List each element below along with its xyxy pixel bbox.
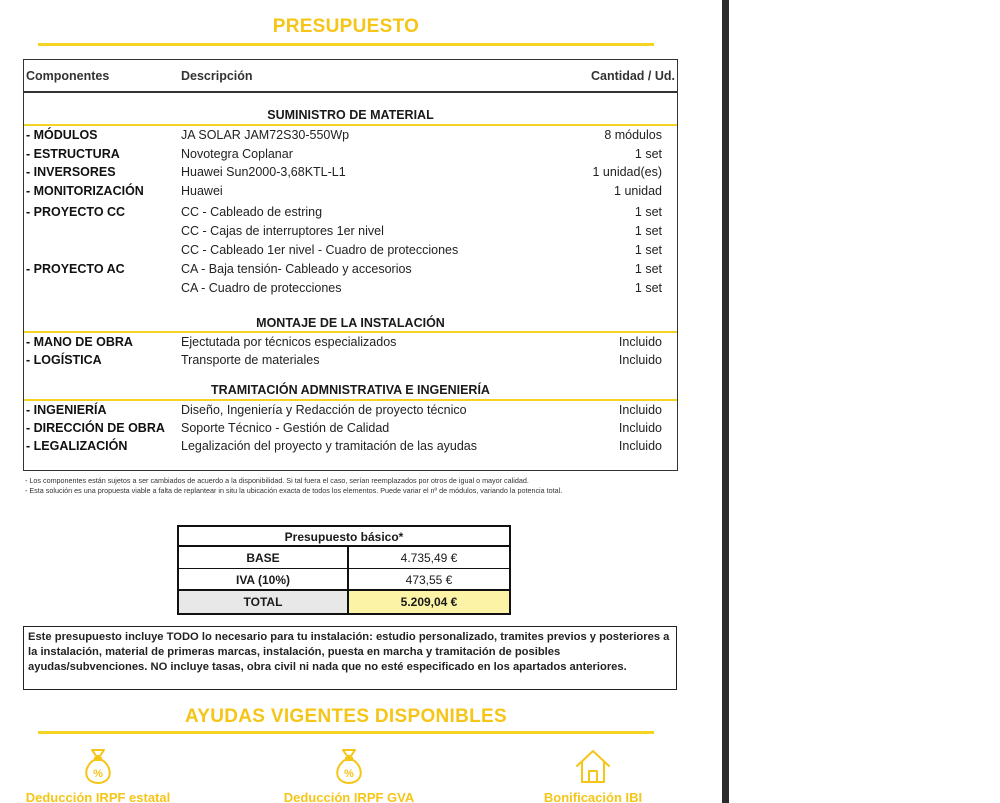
header-components: Componentes <box>26 69 110 83</box>
row-quantity: 1 set <box>634 281 662 295</box>
header-description: Descripción <box>181 69 253 83</box>
row-quantity: 1 unidad(es) <box>592 165 662 179</box>
footnote: - Los componentes están sujetos a ser cambiados de acuerdo a la disponibilidad. Si tal fuera el caso, serían reemplazados por otros de igual o mayor calidad. <box>25 476 529 485</box>
svg-text:%: % <box>93 768 103 780</box>
table-row <box>24 260 677 278</box>
footnote: - Esta solución es una propuesta viable a falta de replantear in situ la ubicación exacta de todos los elementos. Puede variar el nº de módulos, variando la potencia total. <box>25 486 563 495</box>
svg-text:%: % <box>344 768 354 780</box>
row-quantity: 1 set <box>634 205 662 219</box>
row-component: - MANO DE OBRA <box>26 335 133 349</box>
aid-label: Bonificación IBI <box>543 790 643 803</box>
table-row <box>24 163 677 181</box>
row-component: - MÓDULOS <box>26 128 98 142</box>
row-quantity: Incluido <box>618 421 662 435</box>
iva-label: IVA (10%) <box>179 569 349 591</box>
aid-label: Deducción IRPF estatal <box>25 790 171 803</box>
aids-title: AYUDAS VIGENTES DISPONIBLES <box>184 706 508 727</box>
total-value: 5.209,04 € <box>349 591 509 613</box>
base-value: 4.735,49 € <box>349 547 509 569</box>
row-description: Diseño, Ingeniería y Redacción de proyecto técnico <box>181 403 467 417</box>
row-description: CC - Cableado de estring <box>181 205 323 219</box>
budget-table <box>23 59 678 471</box>
row-description: Transporte de materiales <box>181 353 320 367</box>
table-row <box>24 401 677 419</box>
group-title-material: SUMINISTRO DE MATERIAL <box>267 108 434 122</box>
row-component: - INVERSORES <box>26 165 116 179</box>
aid-ibi <box>508 746 678 803</box>
table-row <box>24 182 677 200</box>
row-component: - PROYECTO CC <box>26 205 126 219</box>
row-component: - ESTRUCTURA <box>26 147 120 161</box>
row-description: CC - Cajas de interruptores 1er nivel <box>181 224 384 238</box>
group-title-engineering: TRAMITACIÓN ADMNISTRATIVA E INGENIERÍA <box>211 383 490 397</box>
row-quantity: Incluido <box>618 353 662 367</box>
total-label: TOTAL <box>179 591 349 613</box>
page-separator <box>722 0 729 803</box>
row-description: CC - Cableado 1er nivel - Cuadro de protecciones <box>181 243 459 257</box>
money-bag-percent-icon <box>329 746 369 786</box>
table-row <box>24 279 677 297</box>
row-description: Ejectutada por técnicos especializados <box>181 335 397 349</box>
table-row <box>24 437 677 455</box>
page-title: PRESUPUESTO <box>272 16 420 37</box>
row-description: Huawei Sun2000-3,68KTL-L1 <box>181 165 346 179</box>
row-component: - INGENIERÍA <box>26 403 107 417</box>
table-row <box>24 419 677 437</box>
row-description: Novotegra Coplanar <box>181 147 293 161</box>
row-description: CA - Cuadro de protecciones <box>181 281 342 295</box>
table-header <box>24 60 677 93</box>
aid-irpf-gva <box>264 746 434 803</box>
iva-value: 473,55 € <box>349 569 509 591</box>
row-quantity: 1 set <box>634 243 662 257</box>
row-component: - DIRECCIÓN DE OBRA <box>26 421 165 435</box>
house-icon <box>573 746 613 786</box>
table-row <box>24 333 677 351</box>
row-description: Huawei <box>181 184 223 198</box>
row-quantity: Incluido <box>618 403 662 417</box>
row-quantity: 8 módulos <box>604 128 662 142</box>
row-component: - LEGALIZACIÓN <box>26 439 128 453</box>
table-row <box>24 351 677 369</box>
aid-label: Deducción IRPF GVA <box>283 790 415 803</box>
summary-title: Presupuesto básico* <box>179 527 509 547</box>
row-quantity: 1 unidad <box>614 184 662 198</box>
row-component: - PROYECTO AC <box>26 262 125 276</box>
title-underline <box>38 43 654 46</box>
row-quantity: 1 set <box>634 147 662 161</box>
table-row <box>24 126 677 144</box>
money-bag-percent-icon <box>78 746 118 786</box>
row-description: Legalización del proyecto y tramitación de las ayudas <box>181 439 478 453</box>
aids-title-underline <box>38 731 654 734</box>
row-quantity: Incluido <box>618 439 662 453</box>
table-row <box>24 241 677 259</box>
header-quantity: Cantidad / Ud. <box>590 69 675 83</box>
budget-note: Este presupuesto incluye TODO lo necesario para tu instalación: estudio personalizado, tramites previos y posteriores a la instalación, material de primeras marcas, instalación, puesta en marcha y tramitación de posibles ayudas/subvenciones. NO incluye tasas, obra civil ni nada que no esté especificado en los apartados anteriores. <box>23 626 677 690</box>
row-description: Soporte Técnico - Gestión de Calidad <box>181 421 390 435</box>
row-quantity: 1 set <box>634 262 662 276</box>
row-component: - MONITORIZACIÓN <box>26 184 144 198</box>
budget-summary-table <box>177 525 511 615</box>
aid-irpf-estatal <box>13 746 183 803</box>
footnotes <box>25 476 695 496</box>
row-quantity: Incluido <box>618 335 662 349</box>
table-row <box>24 203 677 221</box>
group-title-installation: MONTAJE DE LA INSTALACIÓN <box>256 316 445 330</box>
table-row <box>24 222 677 240</box>
row-component: - LOGÍSTICA <box>26 353 102 367</box>
row-description: CA - Baja tensión- Cableado y accesorios <box>181 262 412 276</box>
row-description: JA SOLAR JAM72S30-550Wp <box>181 128 350 142</box>
base-label: BASE <box>179 547 349 569</box>
table-row <box>24 145 677 163</box>
row-quantity: 1 set <box>634 224 662 238</box>
